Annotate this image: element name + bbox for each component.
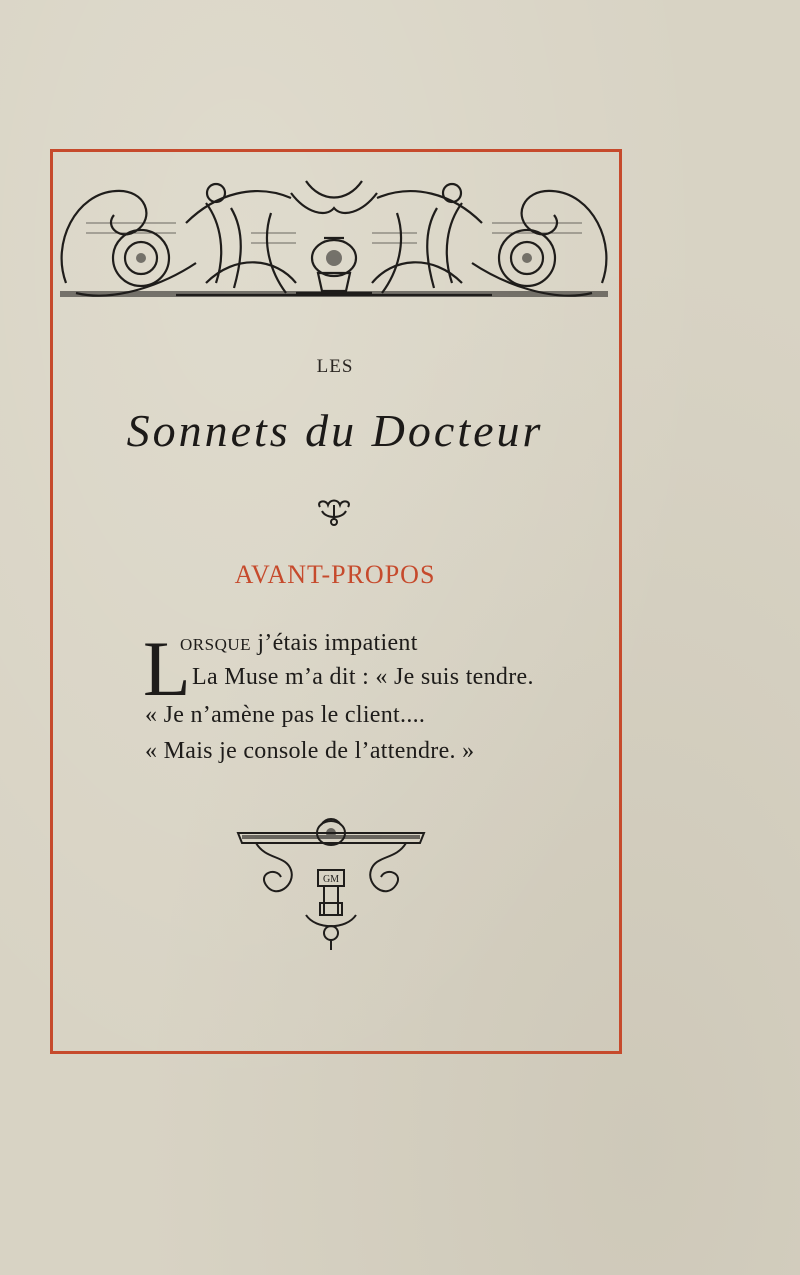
series-label: LES bbox=[316, 356, 354, 377]
fleuron-icon bbox=[312, 497, 356, 527]
smallcaps-text: ORSQUE bbox=[180, 635, 252, 654]
monogram-text: GM bbox=[322, 874, 340, 885]
headpiece-ornament bbox=[56, 163, 612, 309]
poem-line-2: La Muse m’a dit : « Je suis tendre. bbox=[192, 664, 534, 690]
tailpiece-ornament bbox=[236, 815, 426, 955]
line-text: j’étais impatient bbox=[251, 630, 418, 656]
poem-line-3: « Je n’amène pas le client.... bbox=[145, 702, 426, 728]
section-heading: AVANT-PROPOS bbox=[234, 560, 436, 589]
drop-cap: L bbox=[143, 625, 191, 712]
poem-line-4: « Mais je console de l’attendre. » bbox=[145, 738, 475, 764]
poem-line-1 bbox=[180, 630, 418, 657]
book-title: Sonnets du Docteur bbox=[126, 405, 544, 456]
